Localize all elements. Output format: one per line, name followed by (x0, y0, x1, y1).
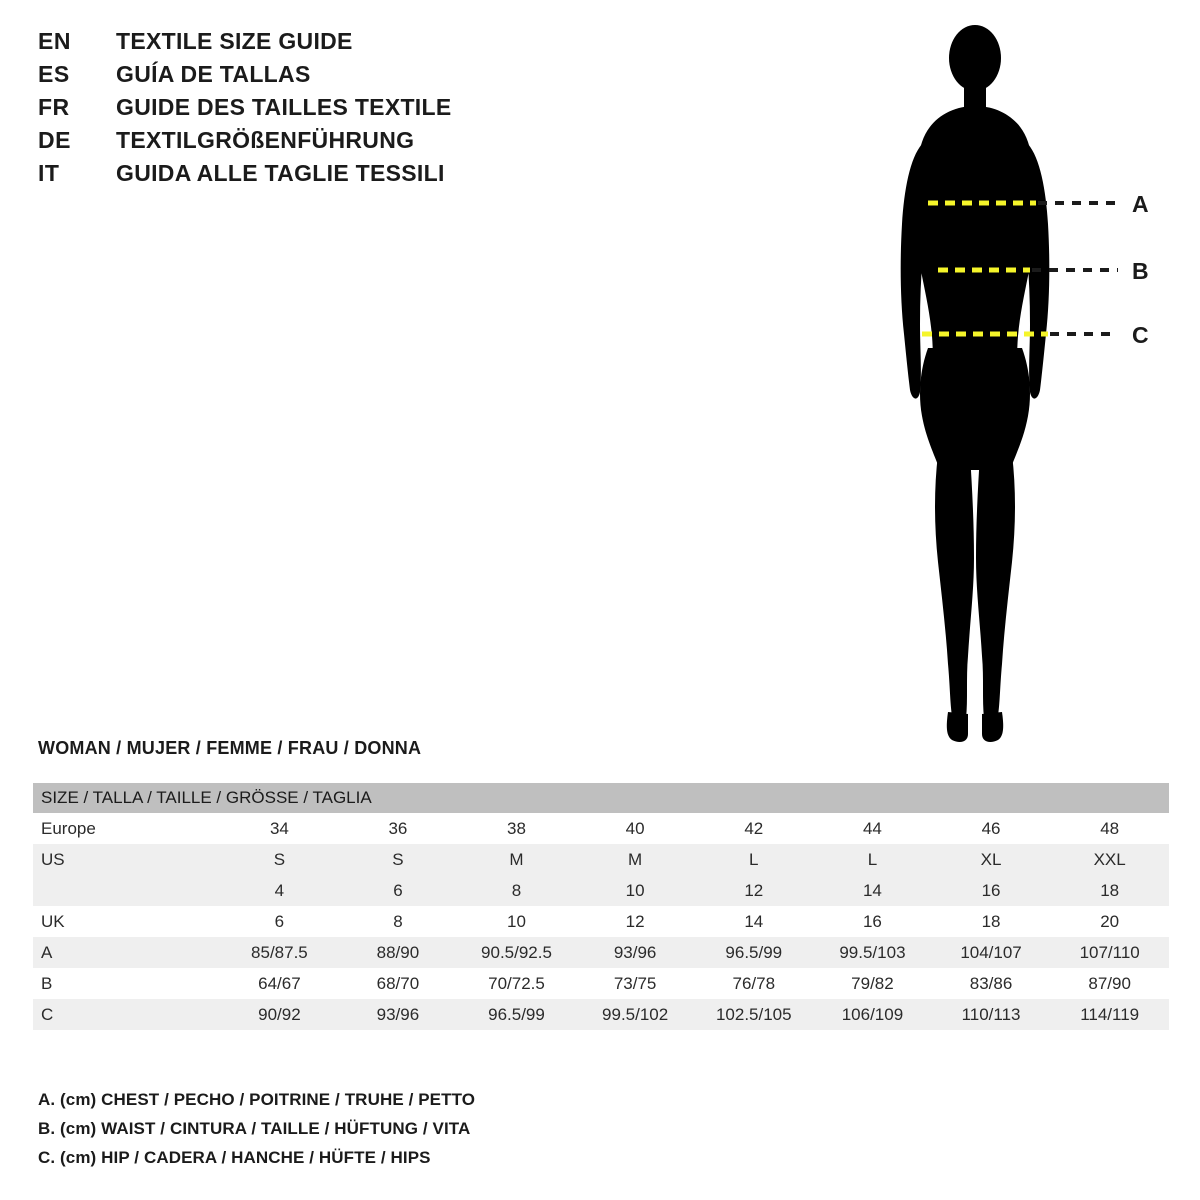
chest-marker: A (1132, 191, 1149, 217)
row-label: B (33, 968, 220, 999)
woman-body-figure (860, 18, 1190, 758)
language-row (38, 61, 738, 94)
table-row (33, 844, 1169, 875)
language-title: TEXTILE SIZE GUIDE (116, 28, 353, 54)
female-silhouette (901, 25, 1050, 742)
cell: 93/96 (576, 937, 695, 968)
language-code: ES (38, 61, 70, 87)
cell: 102.5/105 (694, 999, 813, 1030)
language-title: GUIDA ALLE TAGLIE TESSILI (116, 160, 445, 186)
table-header-label: SIZE / TALLA / TAILLE / GRÖSSE / TAGLIA (33, 783, 1169, 813)
cell: 73/75 (576, 968, 695, 999)
cell: 76/78 (694, 968, 813, 999)
row-label: US (33, 844, 220, 875)
cell: 79/82 (813, 968, 932, 999)
cell: S (339, 844, 457, 875)
table-header-row (33, 783, 1169, 813)
cell: 99.5/103 (813, 937, 932, 968)
language-title-list (38, 28, 738, 193)
cell: 96.5/99 (694, 937, 813, 968)
cell: 42 (694, 813, 813, 844)
cell: L (694, 844, 813, 875)
cell: 44 (813, 813, 932, 844)
cell: 36 (339, 813, 457, 844)
legend-note-waist: B. (cm) WAIST / CINTURA / TAILLE / HÜFTUNG / VITA (38, 1119, 471, 1138)
cell: 14 (813, 875, 932, 906)
cell: 8 (339, 906, 457, 937)
cell: 90.5/92.5 (457, 937, 576, 968)
cell: 18 (1050, 875, 1169, 906)
cell: 8 (457, 875, 576, 906)
gender-section-title: WOMAN / MUJER / FEMME / FRAU / DONNA (38, 738, 422, 758)
cell: 106/109 (813, 999, 932, 1030)
waist-marker: B (1132, 258, 1149, 284)
cell: 90/92 (220, 999, 339, 1030)
language-row (38, 160, 738, 193)
cell: 34 (220, 813, 339, 844)
table-row (33, 937, 1169, 968)
language-title: TEXTILGRÖßENFÜHRUNG (116, 127, 415, 153)
cell: 114/119 (1050, 999, 1169, 1030)
cell: 10 (457, 906, 576, 937)
cell: 14 (694, 906, 813, 937)
cell: 20 (1050, 906, 1169, 937)
table-row (33, 813, 1169, 844)
cell: 6 (339, 875, 457, 906)
size-chart-table (33, 783, 1169, 1030)
row-label: UK (33, 906, 220, 937)
cell: 85/87.5 (220, 937, 339, 968)
language-code: IT (38, 160, 60, 186)
cell: 40 (576, 813, 695, 844)
table-row (33, 906, 1169, 937)
cell: 18 (932, 906, 1051, 937)
language-row (38, 127, 738, 160)
cell: 104/107 (932, 937, 1051, 968)
cell: 38 (457, 813, 576, 844)
cell: 12 (694, 875, 813, 906)
cell: 46 (932, 813, 1051, 844)
cell: 16 (932, 875, 1051, 906)
cell: XXL (1050, 844, 1169, 875)
cell: 83/86 (932, 968, 1051, 999)
cell: 48 (1050, 813, 1169, 844)
cell: L (813, 844, 932, 875)
language-title: GUIDE DES TAILLES TEXTILE (116, 94, 452, 120)
cell: 93/96 (339, 999, 457, 1030)
cell: 4 (220, 875, 339, 906)
cell: 6 (220, 906, 339, 937)
cell: 110/113 (932, 999, 1051, 1030)
language-code: EN (38, 28, 71, 54)
cell: 107/110 (1050, 937, 1169, 968)
cell: 68/70 (339, 968, 457, 999)
cell: 70/72.5 (457, 968, 576, 999)
row-label: A (33, 937, 220, 968)
row-label (33, 875, 220, 906)
language-title: GUÍA DE TALLAS (116, 61, 311, 87)
legend-note-chest: A. (cm) CHEST / PECHO / POITRINE / TRUHE / PETTO (38, 1090, 476, 1109)
cell: 87/90 (1050, 968, 1169, 999)
table-row (33, 875, 1169, 906)
measurement-legend (38, 1090, 938, 1177)
hip-marker: C (1132, 322, 1149, 348)
cell: S (220, 844, 339, 875)
cell: M (457, 844, 576, 875)
language-row (38, 94, 738, 127)
language-row (38, 28, 738, 61)
cell: 99.5/102 (576, 999, 695, 1030)
table-row (33, 968, 1169, 999)
row-label: C (33, 999, 220, 1030)
cell: 64/67 (220, 968, 339, 999)
cell: 12 (576, 906, 695, 937)
cell: 16 (813, 906, 932, 937)
cell: 96.5/99 (457, 999, 576, 1030)
cell: 88/90 (339, 937, 457, 968)
language-code: DE (38, 127, 71, 153)
legend-note-hip: C. (cm) HIP / CADERA / HANCHE / HÜFTE / HIPS (38, 1148, 431, 1167)
table-row (33, 999, 1169, 1030)
cell: M (576, 844, 695, 875)
language-code: FR (38, 94, 70, 120)
cell: 10 (576, 875, 695, 906)
row-label: Europe (33, 813, 220, 844)
cell: XL (932, 844, 1051, 875)
